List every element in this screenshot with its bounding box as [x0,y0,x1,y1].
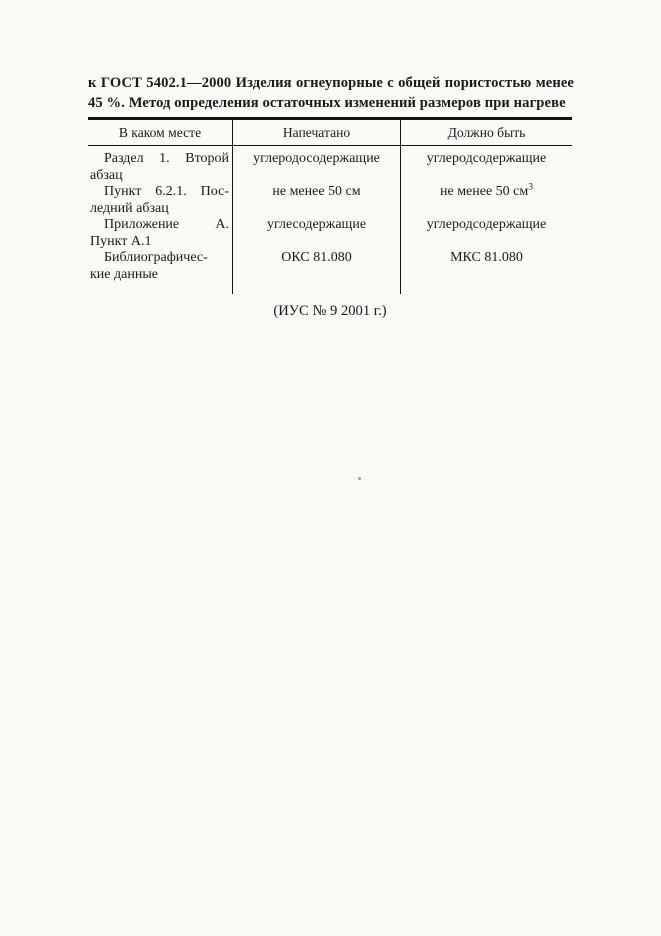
cell-should-be: МКС 81.080 [400,250,572,283]
column-header-printed: Напечатано [232,120,400,145]
source-note: (ИУС № 9 2001 г.) [273,303,387,319]
table-row [88,184,572,217]
cell-printed: углеродосодержащие [232,151,400,184]
cell-location-line-1: Пункт 6.2.1. Пос- [104,184,229,199]
cell-location-line-1: Библиографичес- [104,250,208,265]
column-header-location: В каком месте [118,125,202,140]
title-line-2: 45 %. Метод определения остаточных изменений размеров при нагреве [88,94,566,111]
cell-should-be: углеродсодержащие [400,217,572,250]
cell-should-be: углеродсодержащие [400,151,572,184]
superscript: 3 [528,182,534,193]
errata-table [88,117,572,294]
scan-speck-artifact [358,477,361,480]
cell-location [88,151,232,184]
cell-location-line-2: ледний абзац [90,200,169,216]
table-spacer-row [88,283,572,294]
cell-location-line-2: абзац [90,167,123,183]
cell-location-line-1: Приложение А. [104,217,229,232]
cell-printed: углесодержащие [232,217,400,250]
title-line-1: к ГОСТ 5402.1—2000 Изделия огнеупорные с общей пористостью менее [88,75,574,91]
cell-location-line-2: Пункт А.1 [90,233,152,249]
cell-should-be: не менее 50 $см^3$ [400,184,572,217]
table-row [88,250,572,283]
document-content [88,74,574,320]
cell-printed: ОКС 81.080 [232,250,400,283]
cell-location [88,184,232,217]
cell-location [88,217,232,250]
cell-location-line-1: Раздел 1. Второй [104,151,229,166]
column-header-should-be: Должно быть [400,120,572,145]
table-row [88,151,572,184]
document-title [88,74,574,113]
cell-location-line-2: кие данные [90,266,158,282]
cell-location [88,250,232,283]
table-header-row [88,120,572,146]
cell-printed: не менее 50 см [232,184,400,217]
table-row [88,217,572,250]
